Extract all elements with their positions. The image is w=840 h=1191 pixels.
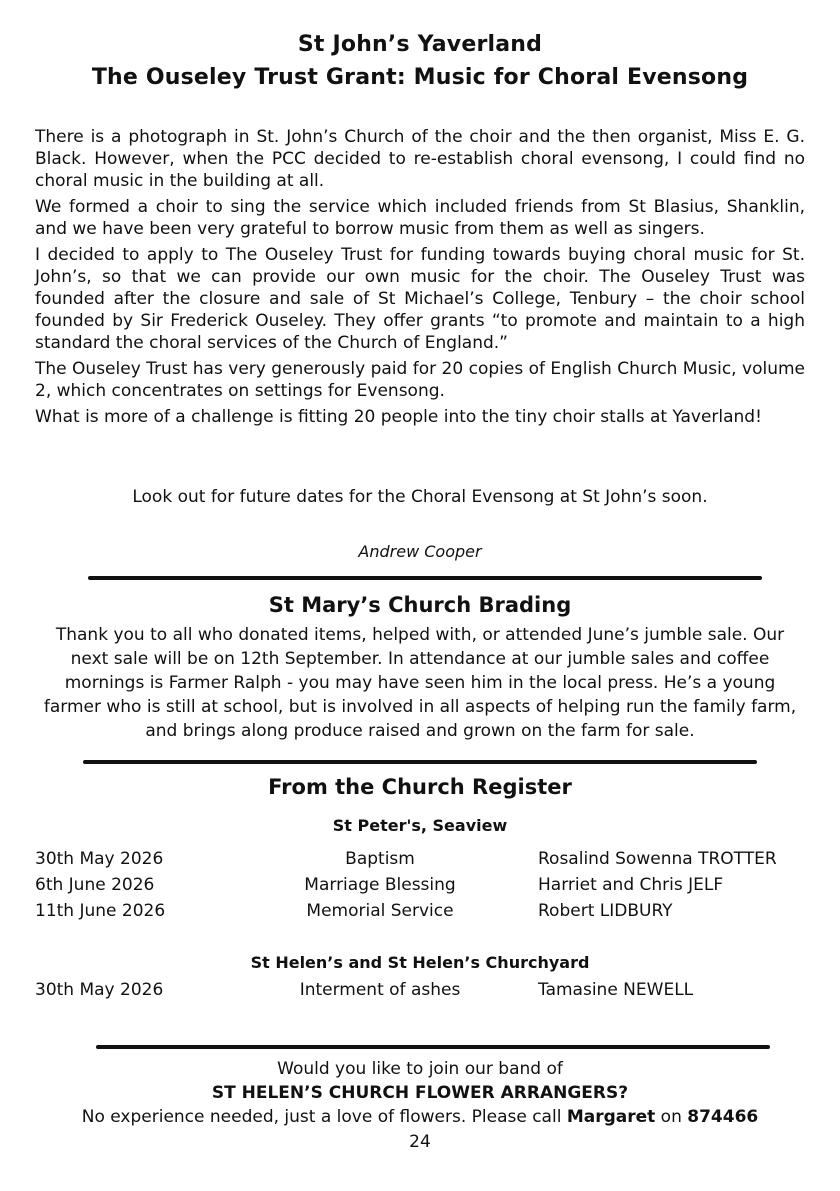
register-section-heading: St Peter's, Seaview [332, 816, 508, 835]
page-number: 24 [409, 1132, 431, 1152]
article-paragraph: I decided to apply to The Ouseley Trust for funding towards buying choral music for St. John’s, so that we can provide our own music for the choir. The Ouseley Trust was founded after the closure and sale of St Michael’s College, Tenbury – the choir school founded by Sir Frederick Ouseley. They offer grants “to promote and maintain to a high standard the choral services of the Church of England.” [35, 245, 805, 353]
register-event: Interment of ashes [299, 980, 461, 1000]
section-divider [83, 760, 757, 764]
article-paragraph: There is a photograph in St. John’s Church of the choir and the then organist, Miss E. G. Black. However, when the PCC decided to re-establish choral evensong, I could find no choral music in the building at all. [35, 127, 805, 191]
article-author: Andrew Cooper [358, 542, 482, 561]
flower-invite: Would you like to join our band of [277, 1059, 563, 1079]
register-event: Memorial Service [306, 901, 454, 921]
register-event: Baptism [345, 849, 415, 869]
register-date: 30th May 2026 [35, 980, 164, 1000]
section-divider [88, 576, 762, 580]
article-body [35, 126, 805, 432]
page-title: St John’s Yaverland [297, 32, 543, 57]
register-event: Marriage Blessing [304, 875, 456, 895]
contact-name: Margaret [566, 1107, 656, 1127]
register-row [0, 846, 840, 872]
register-date: 11th June 2026 [35, 901, 166, 921]
brading-title: St Mary’s Church Brading [268, 593, 572, 617]
article-paragraph: What is more of a challenge is fitting 20 people into the tiny choir stalls at Yaverland! [35, 407, 762, 427]
flower-contact-text: on [655, 1107, 688, 1127]
flower-heading: ST HELEN’S CHURCH FLOWER ARRANGERS? [211, 1083, 629, 1103]
section-divider [96, 1045, 770, 1049]
register-person: Robert LIDBURY [538, 901, 673, 921]
page-subtitle: The Ouseley Trust Grant: Music for Choral Evensong [91, 65, 749, 90]
flower-contact-line [0, 1106, 840, 1129]
register-person: Rosalind Sowenna TROTTER [538, 849, 777, 869]
register-title: From the Church Register [268, 775, 572, 799]
contact-phone: 874466 [687, 1107, 759, 1127]
article-paragraph: The Ouseley Trust has very generously paid for 20 copies of English Church Music, volume 2, which concentrates on settings for Evensong. [35, 359, 805, 401]
register-person: Tamasine NEWELL [538, 980, 694, 1000]
register-person: Harriet and Chris JELF [538, 875, 724, 895]
article-closing: Look out for future dates for the Choral Evensong at St John’s soon. [132, 487, 708, 507]
brading-text: Thank you to all who donated items, helped with, or attended June’s jumble sale. Our next sale will be on 12th September. In attendance at our jumble sales and coffee mornings is Farmer Ralph - you may have seen him in the local press. He’s a young farmer who is still at school, but is involved in all aspects of helping run the family farm, and brings along produce raised and grown on the farm for sale. [43, 625, 797, 741]
register-date: 30th May 2026 [35, 849, 164, 869]
register-row [0, 898, 840, 924]
register-row [0, 977, 840, 1003]
register-section-heading: St Helen’s and St Helen’s Churchyard [250, 953, 590, 972]
register-row [0, 872, 840, 898]
article-paragraph: We formed a choir to sing the service which included friends from St Blasius, Shanklin, and we have been very grateful to borrow music from them as well as singers. [35, 197, 805, 239]
flower-contact-text: No experience needed, just a love of flowers. Please call [81, 1107, 567, 1127]
register-date: 6th June 2026 [35, 875, 155, 895]
